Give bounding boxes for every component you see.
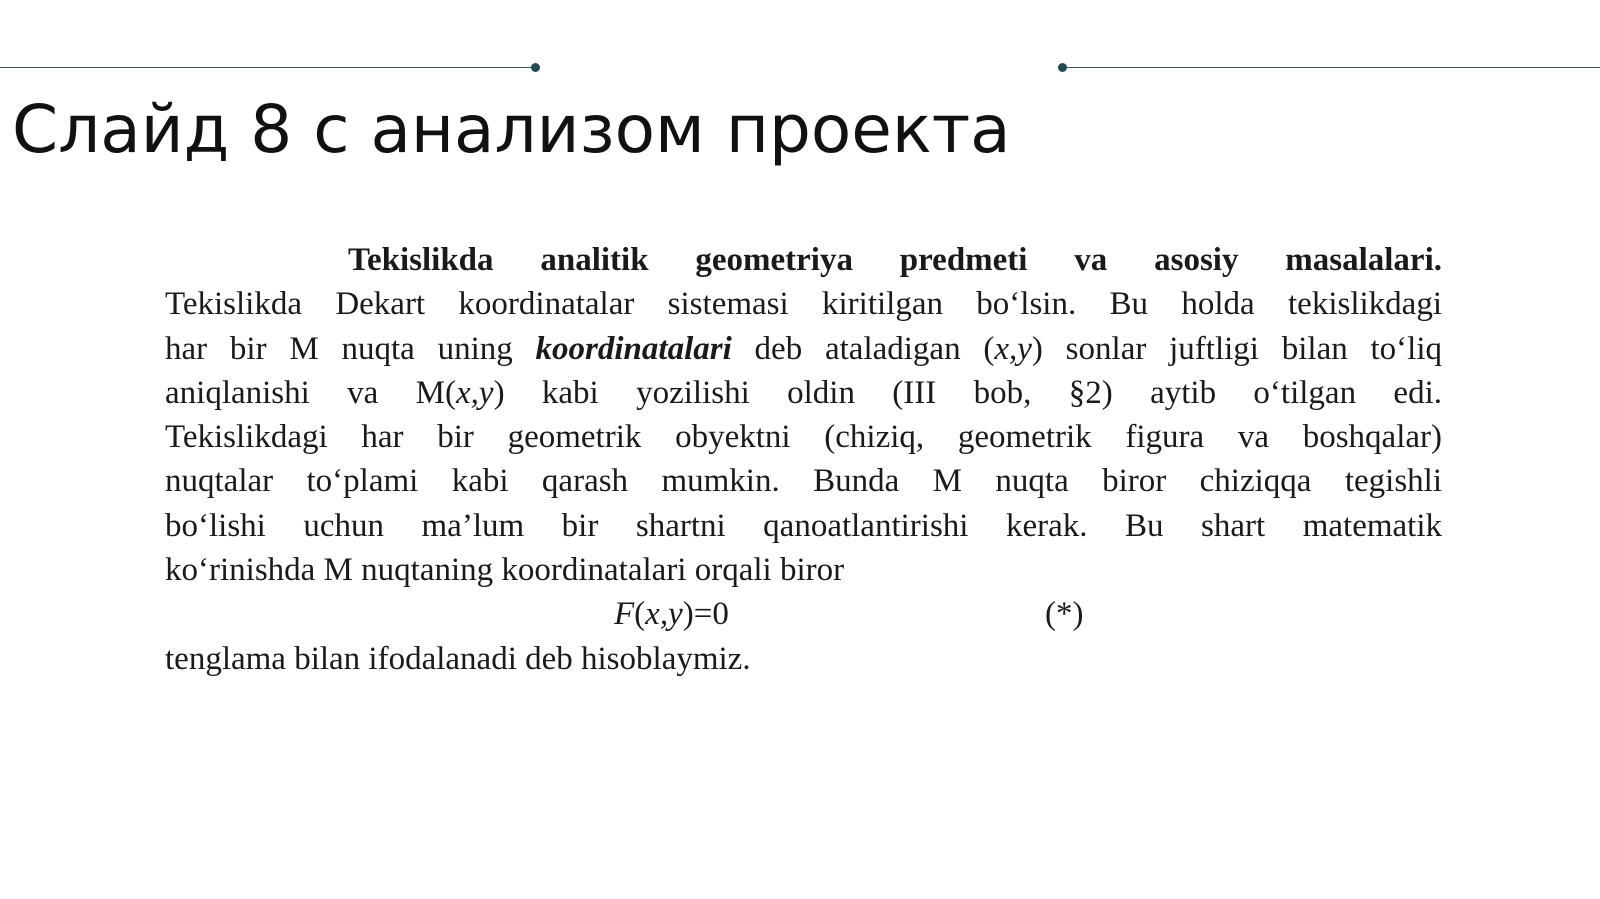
line-3-text-c: ) kabi yozilishi oldin (III bob, §2) aytib o‘tilgan edi. <box>493 374 1442 411</box>
paragraph-line-1: Tekislikda Dekart koordinatalar sistemasi kiritilgan bo‘lsin. Bu holda tekislikdagi <box>165 286 1442 323</box>
formula-open-paren: ( <box>634 596 646 633</box>
paragraph-line-2 <box>165 327 1442 371</box>
line-2-text-c: deb ataladigan ( <box>731 330 995 367</box>
header-rule-left <box>0 67 536 68</box>
formula-line <box>165 592 1442 636</box>
header-rule-dot-left <box>531 63 540 72</box>
formula-tag: (*) <box>1045 596 1084 633</box>
formula-f: F <box>614 596 635 633</box>
header-rule-dot-right <box>1058 63 1067 72</box>
paragraph-line-5: nuqtalar to‘plami kabi qarash mumkin. Bunda M nuqta biror chiziqqa tegishli <box>165 463 1442 500</box>
paragraph-line-6: bo‘lishi uchun ma’lum bir shartni qanoatlantirishi kerak. Bu shart matematik <box>165 507 1442 544</box>
slide-title: Слайд 8 с анализом проекта <box>12 91 1011 168</box>
line-3-text-a: aniqlanishi va M( <box>165 374 457 411</box>
paragraph-line-9: tenglama bilan ifodalanadi deb hisoblaymiz. <box>165 640 751 677</box>
paragraph-line-3 <box>165 371 1442 415</box>
line-3-xy: x,y <box>456 374 494 411</box>
paragraph-line-7: ko‘rinishda M nuqtaning koordinatalari orqali biror <box>165 552 845 589</box>
formula <box>614 592 729 636</box>
document-heading: Tekislikda analitik geometriya predmeti va asosiy masalalari. <box>348 242 1442 278</box>
term-koordinatalari: koordinatalari <box>535 330 732 367</box>
formula-xy: x,y <box>645 596 683 633</box>
formula-rhs: )=0 <box>682 596 729 633</box>
line-2-text-e: ) sonlar juftligi bilan to‘liq <box>1031 330 1442 367</box>
line-2-xy: x,y <box>994 330 1032 367</box>
line-2-text-a: har bir M nuqta uning <box>165 330 536 367</box>
header-rule-right <box>1063 67 1600 68</box>
document-text-image <box>165 238 1442 681</box>
paragraph-line-4: Tekislikdagi har bir geometrik obyektni (chiziq, geometrik figura va boshqalar) <box>165 419 1442 456</box>
